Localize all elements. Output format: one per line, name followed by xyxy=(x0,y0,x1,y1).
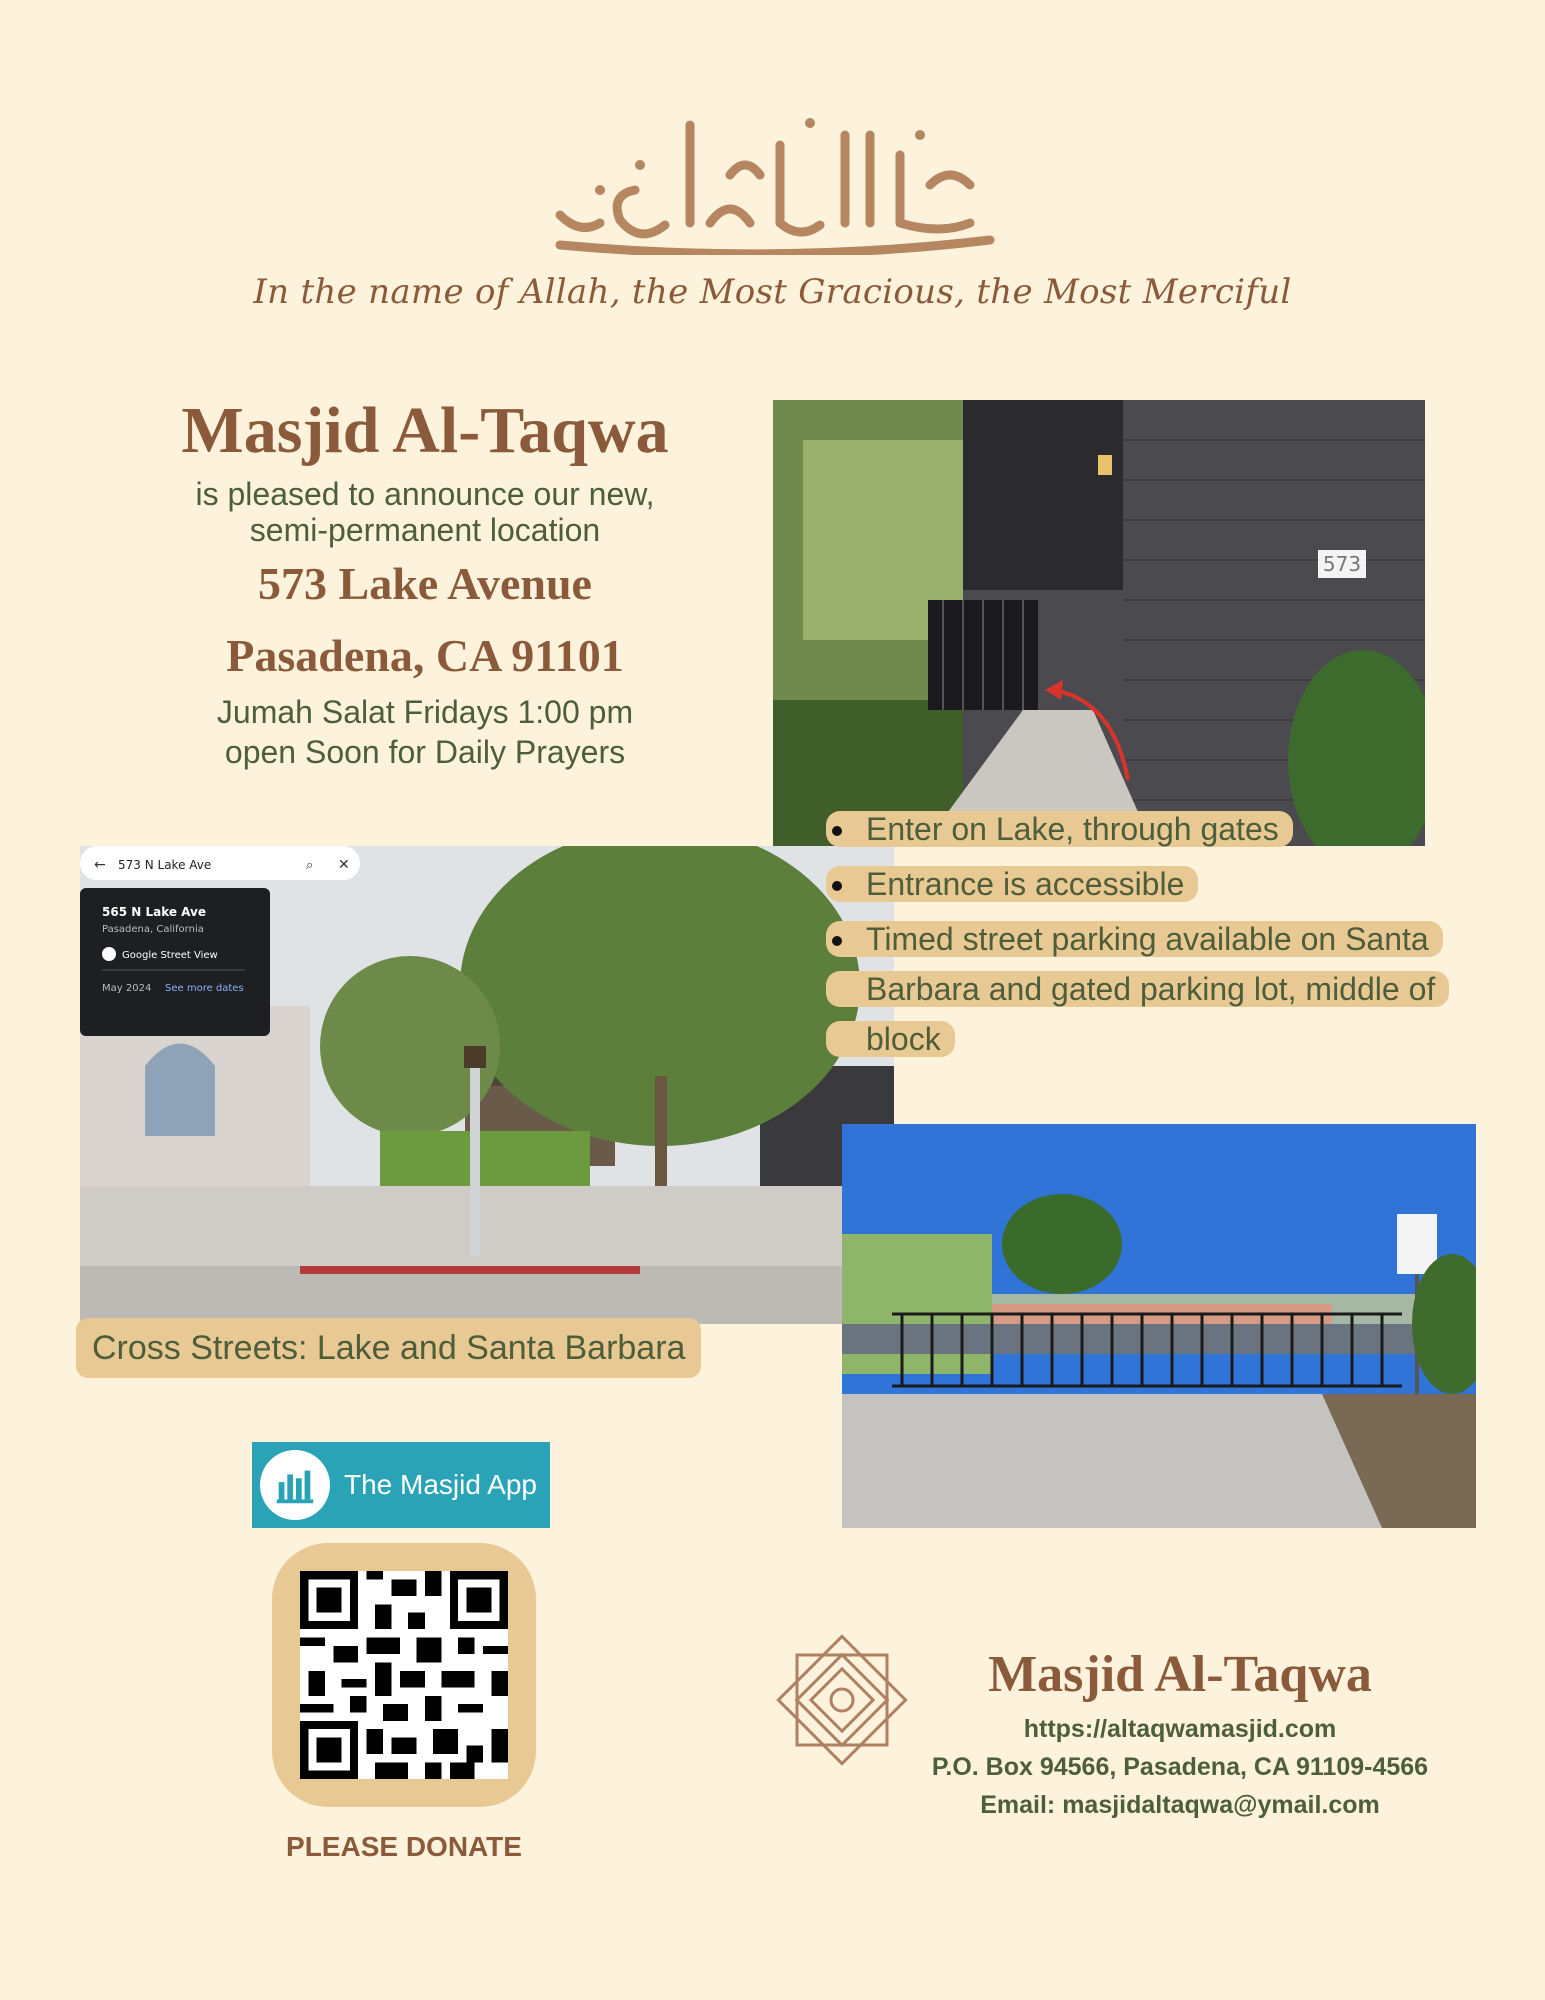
list-item xyxy=(826,859,1506,909)
announcement-block xyxy=(100,395,750,772)
direction-accessible: Entrance is accessible xyxy=(826,866,1198,902)
footer-title: Masjid Al-Taqwa xyxy=(988,1646,1372,1703)
donate-label: PLEASE DONATE xyxy=(286,1831,522,1862)
directions-list xyxy=(826,804,1506,1064)
list-item xyxy=(826,914,1486,1064)
address-city: Pasadena, CA 91101 xyxy=(226,629,624,681)
announce-line-1: is pleased to announce our new, xyxy=(195,475,655,512)
masjid-app-name: The Masjid App xyxy=(344,1469,537,1500)
daily-prayers-note: open Soon for Daily Prayers xyxy=(224,733,626,770)
footer-website-link[interactable]: https://altaqwamasjid.com xyxy=(1023,1715,1337,1743)
parking-gate-photo xyxy=(842,1124,1476,1528)
building-entrance-photo xyxy=(773,400,1425,846)
building-number: 573 xyxy=(1322,552,1362,576)
svg-text:✕: ✕ xyxy=(338,857,350,873)
bismillah-calligraphy xyxy=(540,95,1010,255)
footer-contact xyxy=(900,1640,1460,1824)
street-view-more-dates: See more dates xyxy=(165,983,244,994)
street-view-search-text: 573 N Lake Ave xyxy=(118,858,212,872)
cross-streets-label: Cross Streets: Lake and Santa Barbara xyxy=(76,1318,701,1378)
bismillah-translation: In the name of Allah, the Most Gracious, the Most Merciful xyxy=(253,272,1292,312)
announce-line-2: semi-permanent location xyxy=(249,511,601,548)
street-view-source: Google Street View xyxy=(122,950,218,961)
street-view-place-city: Pasadena, California xyxy=(102,924,204,935)
donate-qr-code[interactable] xyxy=(300,1571,508,1779)
masjid-app-badge[interactable] xyxy=(252,1442,550,1528)
masjid-title: Masjid Al-Taqwa xyxy=(181,394,669,467)
bullet-icon xyxy=(832,881,842,891)
masjid-app-logo-icon xyxy=(260,1450,330,1520)
svg-text:⌕: ⌕ xyxy=(306,858,314,873)
svg-text:←: ← xyxy=(94,857,106,873)
bullet-icon xyxy=(832,936,842,946)
list-item xyxy=(826,804,1506,854)
street-view-place-name: 565 N Lake Ave xyxy=(102,905,206,919)
address-street: 573 Lake Avenue xyxy=(258,557,592,609)
donate-qr-frame xyxy=(272,1543,536,1807)
direction-parking: Timed street parking available on Santa Barbara and gated parking lot, middle of block xyxy=(826,921,1449,1057)
direction-enter: Enter on Lake, through gates xyxy=(826,811,1293,847)
footer-email[interactable]: Email: masjidaltaqwa@ymail.com xyxy=(980,1791,1380,1819)
footer-po-box: P.O. Box 94566, Pasadena, CA 91109-4566 xyxy=(931,1753,1429,1781)
bullet-icon xyxy=(832,826,842,836)
jumah-time: Jumah Salat Fridays 1:00 pm xyxy=(216,693,634,730)
street-view-photo xyxy=(80,846,894,1324)
masjid-star-logo-icon xyxy=(764,1622,920,1778)
street-view-date: May 2024 xyxy=(102,983,152,994)
